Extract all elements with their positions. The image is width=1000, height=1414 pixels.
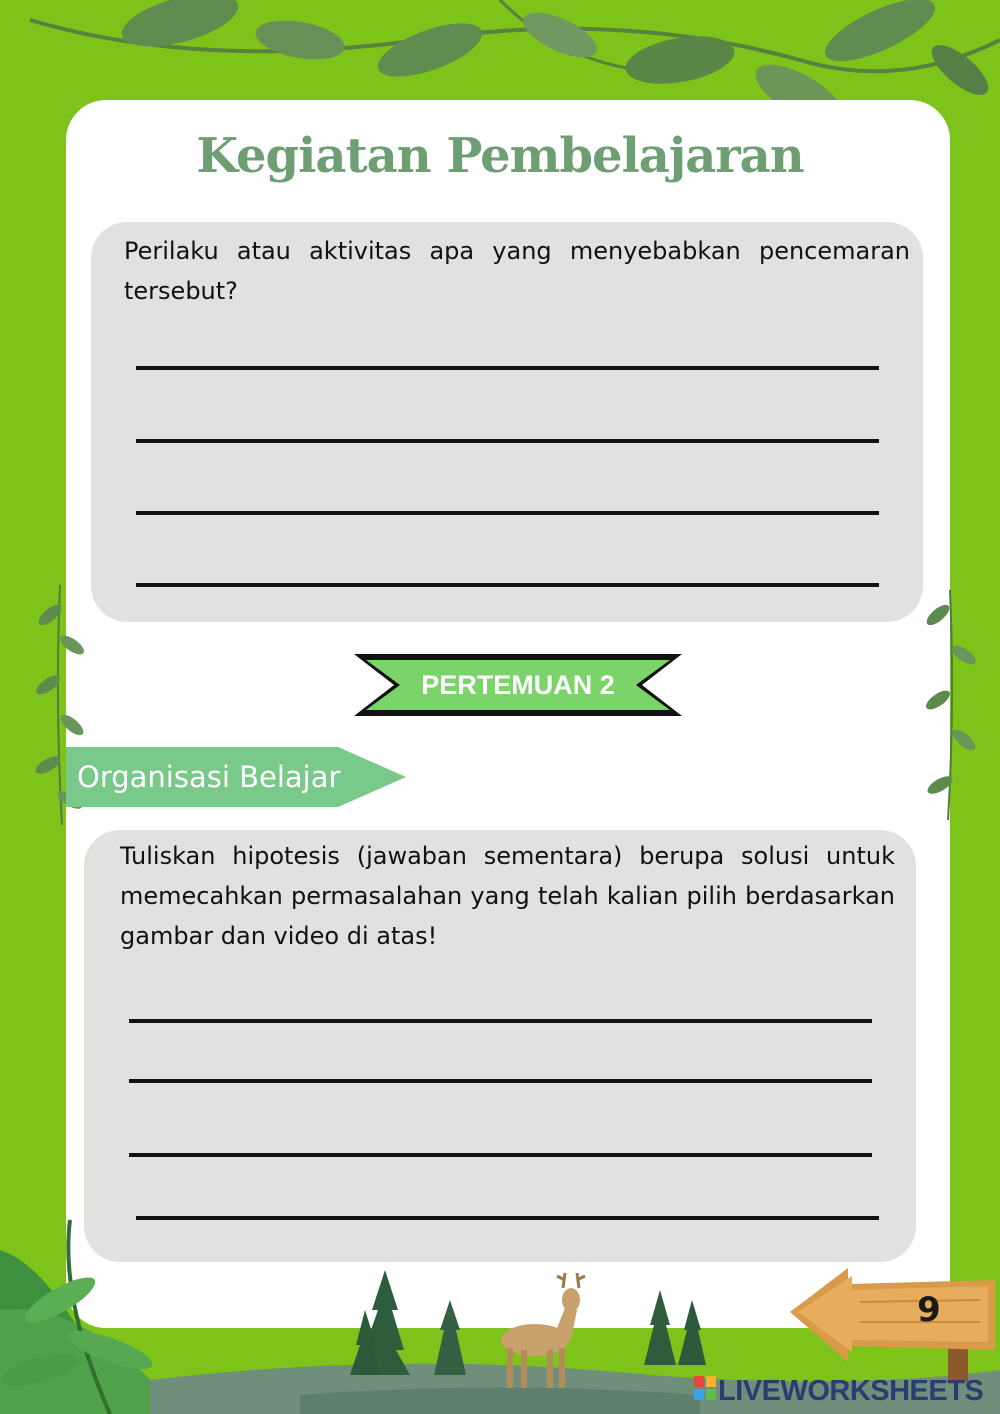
watermark-text: LIVEWORKSHEETS bbox=[718, 1375, 984, 1407]
meeting-banner bbox=[352, 652, 684, 718]
answer-line-2-4[interactable] bbox=[136, 1216, 879, 1220]
question-1-text: Perilaku atau aktivitas apa yang menyebabkan pencemaran tersebut? bbox=[124, 237, 910, 305]
question-2-text: Tuliskan hipotesis (jawaban sementara) berupa solusi untuk memecahkan permasalahan yang telah kalian pilih berdasarkan gambar dan video di atas! bbox=[120, 842, 895, 950]
answer-line-1-3[interactable] bbox=[136, 511, 879, 515]
section-tab-label: Organisasi Belajar bbox=[77, 760, 341, 794]
section-tab bbox=[66, 747, 406, 807]
deer-icon bbox=[495, 1268, 605, 1393]
liveworksheets-logo-icon bbox=[694, 1376, 716, 1400]
answer-line-2-2[interactable] bbox=[129, 1079, 872, 1083]
answer-line-1-1[interactable] bbox=[136, 366, 879, 370]
pine-tree-icon bbox=[640, 1290, 710, 1370]
meeting-banner-label: PERTEMUAN 2 bbox=[421, 670, 615, 700]
pine-tree-icon bbox=[350, 1270, 470, 1380]
page-title: Kegiatan Pembelajaran bbox=[196, 128, 804, 184]
wooden-arrow-sign-icon bbox=[790, 1262, 1000, 1382]
answer-line-1-2[interactable] bbox=[136, 439, 879, 443]
leaf-sprig-icon bbox=[920, 590, 980, 820]
answer-line-2-1[interactable] bbox=[129, 1019, 872, 1023]
answer-line-2-3[interactable] bbox=[129, 1153, 872, 1157]
page-number: 9 bbox=[917, 1290, 941, 1330]
answer-line-1-4[interactable] bbox=[136, 583, 879, 587]
